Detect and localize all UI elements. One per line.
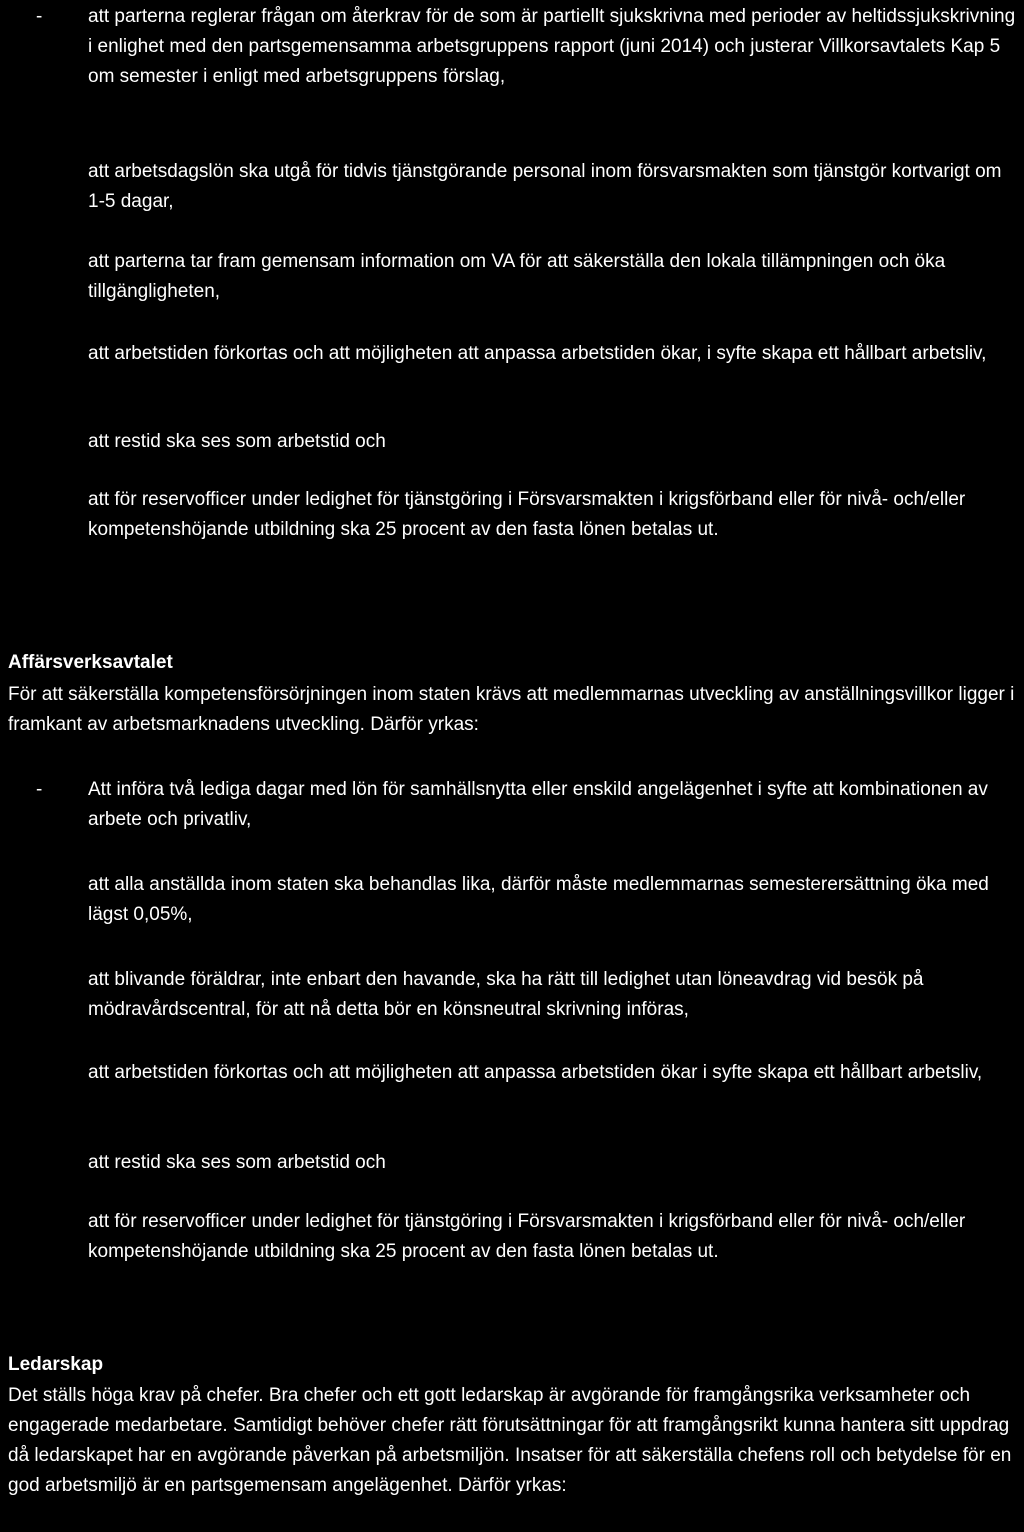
section-heading: Ledarskap (8, 1354, 104, 1375)
demand-item: att alla anställda inom staten ska behandlas lika, därför måste medlemmarnas semesterersättning öka med lägst 0,05%, (88, 874, 989, 925)
demand-item: att blivande föräldrar, inte enbart den havande, ska ha rätt till ledighet utan löneavdrag vid besök på mödravårdscentral, för att nå detta bör en könsneutral skrivning införas, (88, 969, 924, 1020)
list-dash: - (36, 779, 43, 800)
demand-item: Att införa två lediga dagar med lön för samhällsnytta eller enskild angelägenhet i syfte att kombinationen av arbete och privatliv, (88, 779, 988, 830)
demand-item: att för reservofficer under ledighet för tjänstgöring i Försvarsmakten i krigsförband eller för nivå- och/eller kompetenshöjande utbildning ska 25 procent av den fasta lönen betalas ut. (88, 1211, 966, 1262)
demand-item: att restid ska ses som arbetstid och (88, 431, 386, 452)
section-intro: För att säkerställa kompetensförsörjningen inom staten krävs att medlemmarnas utveckling av anställningsvillkor ligger i framkant av arbetsmarknadens utveckling. Därför yrkas: (8, 684, 1015, 735)
demand-item: att arbetsdagslön ska utgå för tidvis tjänstgörande personal inom försvarsmakten som tjänstgör kortvarigt om 1-5 dagar, (88, 161, 1002, 212)
demand-item: att för reservofficer under ledighet för tjänstgöring i Försvarsmakten i krigsförband eller för nivå- och/eller kompetenshöjande utbildning ska 25 procent av den fasta lönen betalas ut. (88, 489, 966, 540)
section-heading: Affärsverksavtalet (8, 652, 173, 673)
demand-item: att arbetstiden förkortas och att möjligheten att anpassa arbetstiden ökar, i syfte skapa ett hållbart arbetsliv, (88, 343, 987, 364)
demand-item: att restid ska ses som arbetstid och (88, 1152, 386, 1173)
demand-item: att arbetstiden förkortas och att möjligheten att anpassa arbetstiden ökar i syfte skapa ett hållbart arbetsliv, (88, 1062, 983, 1083)
list-dash: - (36, 6, 43, 27)
demand-item: att parterna reglerar frågan om återkrav för de som är partiellt sjukskrivna med perioder av heltidssjukskrivning i enlighet med den partsgemensamma arbetsgruppens rapport (juni 2014) och justerar Villkorsavtalets Kap 5 om semester i enligt med arbetsgruppens förslag, (88, 6, 1016, 87)
section-intro: Det ställs höga krav på chefer. Bra chefer och ett gott ledarskap är avgörande för framgångsrika verksamheter och engagerade medarbetare. Samtidigt behöver chefer rätt förutsättningar för att framgångsrikt kunna hantera sitt uppdrag då ledarskapet har en avgörande påverkan på arbetsmiljön. Insatser för att säkerställa chefens roll och betydelse för en god arbetsmiljö är en partsgemensam angelägenhet. Därför yrkas: (8, 1385, 1012, 1496)
demand-item: att parterna tar fram gemensam information om VA för att säkerställa den lokala tillämpningen och öka tillgängligheten, (88, 251, 946, 302)
